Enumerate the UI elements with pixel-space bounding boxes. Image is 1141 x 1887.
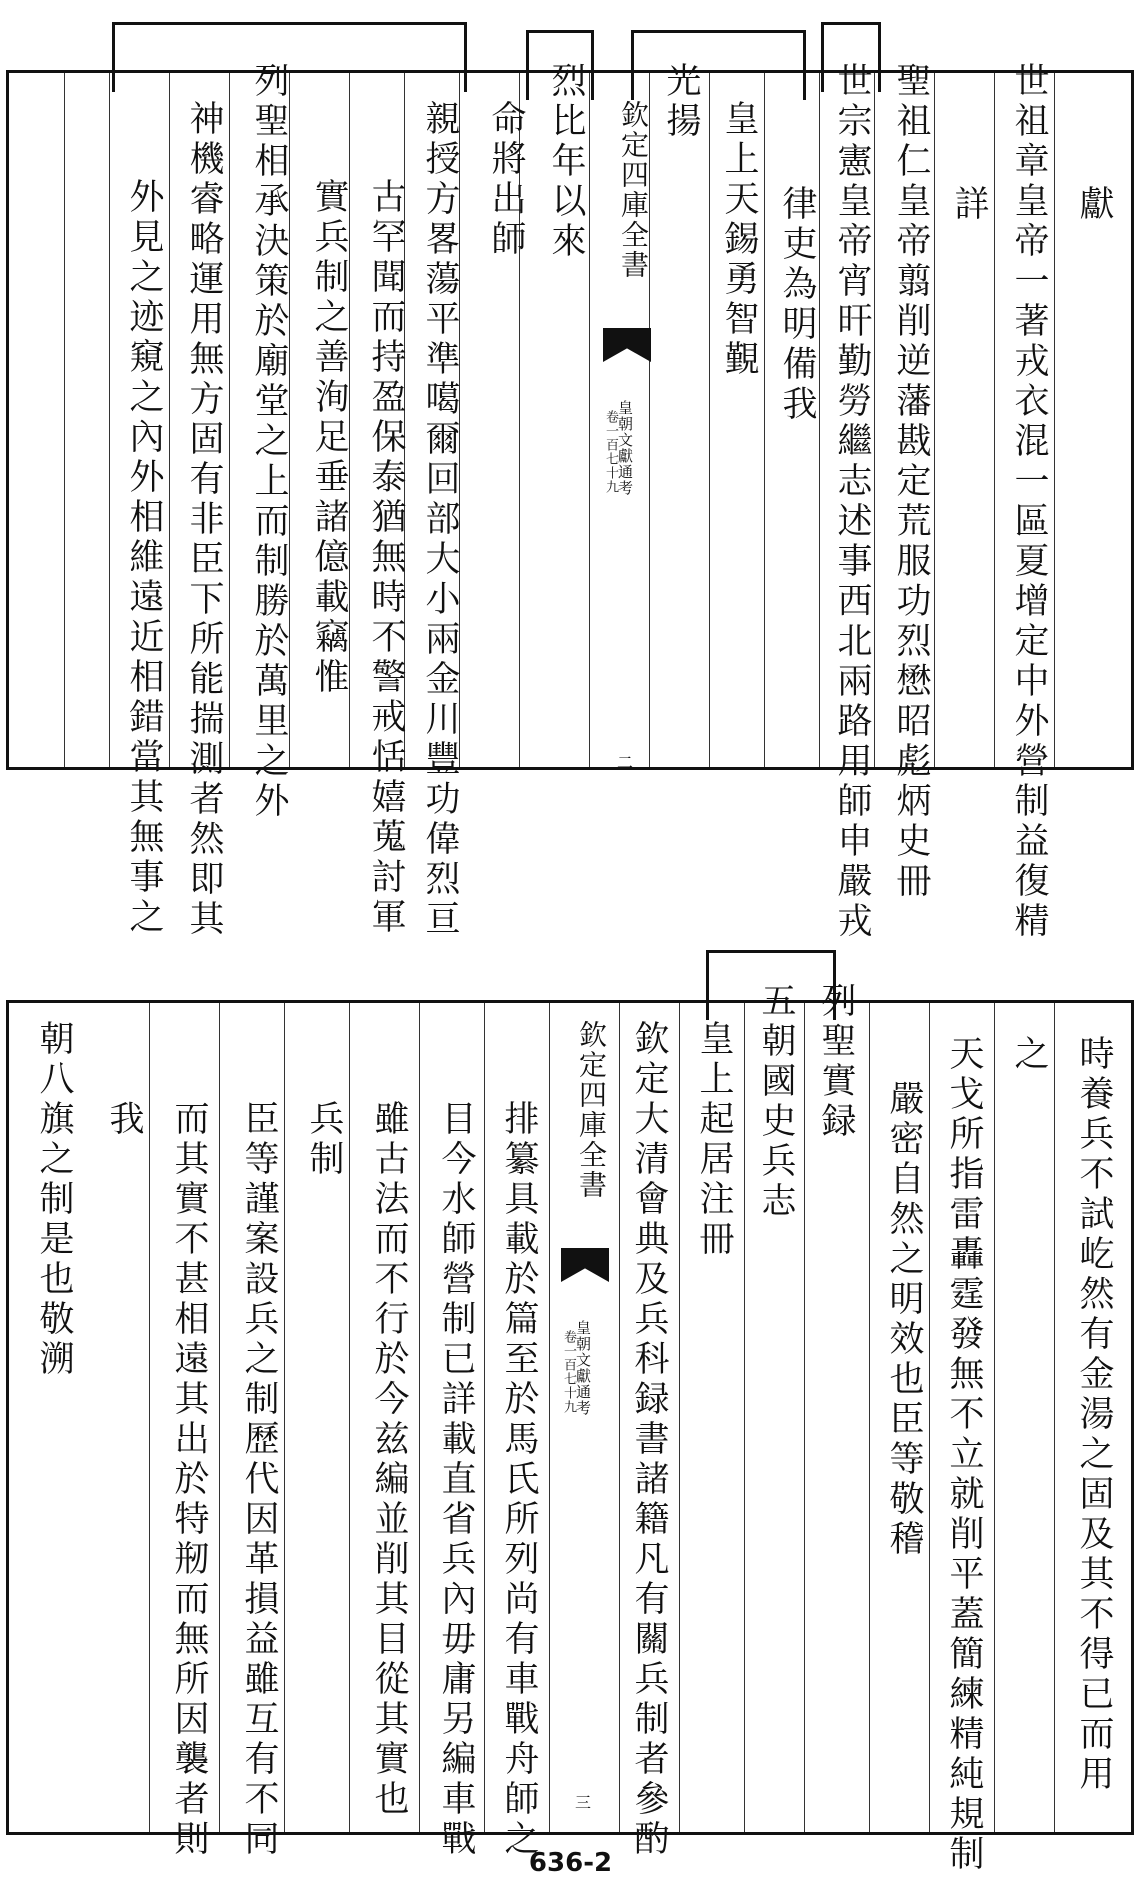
text-column: 朝八旗之制是也敬溯 bbox=[34, 1020, 74, 1380]
text-column: 世祖章皇帝一著戎衣混一區夏增定中外營制益復精 bbox=[1009, 62, 1049, 942]
book-title: 皇朝文獻通考 bbox=[616, 400, 634, 496]
fishtail-mark bbox=[561, 1248, 609, 1282]
text-column: 古罕聞而持盈保泰猶無時不警戒恬嬉蒐討軍 bbox=[366, 178, 406, 938]
text-column: 天戈所指雷轟霆發無不立就削平蓋簡練精純規制 bbox=[944, 1035, 984, 1875]
leaf-number: 二 bbox=[617, 753, 634, 772]
text-column: 神機睿略運用無方固有非臣下所能揣測者然即其 bbox=[184, 100, 224, 940]
text-column: 目今水師營制已詳載直省兵內毋庸另編車戰 bbox=[436, 1100, 476, 1860]
page-number: 636-2 bbox=[528, 1848, 613, 1878]
running-title: 欽定四庫全書 bbox=[617, 100, 650, 280]
fishtail-mark bbox=[603, 328, 651, 362]
text-column: 獻 bbox=[1074, 185, 1114, 225]
text-column: 嚴密自然之明效也臣等敬稽 bbox=[884, 1080, 924, 1560]
book-title: 皇朝文獻通考 bbox=[574, 1320, 592, 1416]
text-column: 臣等謹案設兵之制歷代因革損益雖互有不同 bbox=[239, 1100, 279, 1860]
text-column: 排纂具載於篇至於馬氏所列尚有車戰舟師之 bbox=[499, 1100, 539, 1860]
center-fold-column bbox=[559, 1020, 611, 1820]
text-column: 實兵制之善洵足垂諸億載竊惟 bbox=[309, 178, 349, 698]
text-column: 之 bbox=[1009, 1035, 1049, 1075]
text-column: 親授方畧蕩平準噶爾回部大小兩金川豐功偉烈亘 bbox=[420, 100, 460, 940]
text-column: 雖古法而不行於今兹編並削其目從其實也 bbox=[369, 1100, 409, 1820]
text-column: 我 bbox=[104, 1100, 144, 1140]
text-column: 命將出師 bbox=[486, 100, 526, 260]
text-column: 外見之迹窺之內外相維遠近相錯當其無事之 bbox=[124, 178, 164, 938]
text-column: 光揚 bbox=[661, 62, 701, 142]
juan-number: 卷一百七十九 bbox=[603, 410, 618, 494]
text-column: 列聖相承決策於廟堂之上而制勝於萬里之外 bbox=[249, 62, 289, 822]
text-column: 欽定大清會典及兵科録書諸籍凡有關兵制者參酌 bbox=[629, 1020, 669, 1860]
text-column: 聖祖仁皇帝翦削逆藩戡定荒服功烈懋昭彪炳史冊 bbox=[891, 62, 931, 902]
top-page-panel bbox=[6, 0, 1134, 942]
text-column: 世宗憲皇帝宵旰勤勞繼志述事西北兩路用師申嚴戎 bbox=[832, 62, 872, 942]
leaf-number: 三 bbox=[575, 1793, 592, 1812]
text-column: 皇上天錫勇智覲 bbox=[719, 100, 759, 380]
text-column: 而其實不甚相遠其出於特剏而無所因襲者則 bbox=[169, 1100, 209, 1860]
text-column: 列聖實録 bbox=[816, 982, 856, 1142]
center-fold-column bbox=[601, 100, 653, 772]
running-title: 欽定四庫全書 bbox=[575, 1020, 608, 1200]
text-column: 時養兵不試屹然有金湯之固及其不得已而用 bbox=[1074, 1035, 1114, 1795]
text-column: 烈比年以來 bbox=[546, 62, 586, 262]
text-column: 詳 bbox=[949, 185, 989, 225]
juan-number: 卷一百七十九 bbox=[561, 1330, 576, 1414]
text-column: 五朝國史兵志 bbox=[756, 982, 796, 1222]
text-column: 律吏為明備我 bbox=[777, 185, 817, 425]
text-column: 兵制 bbox=[304, 1100, 344, 1180]
text-column: 皇上起居注冊 bbox=[694, 1020, 734, 1260]
